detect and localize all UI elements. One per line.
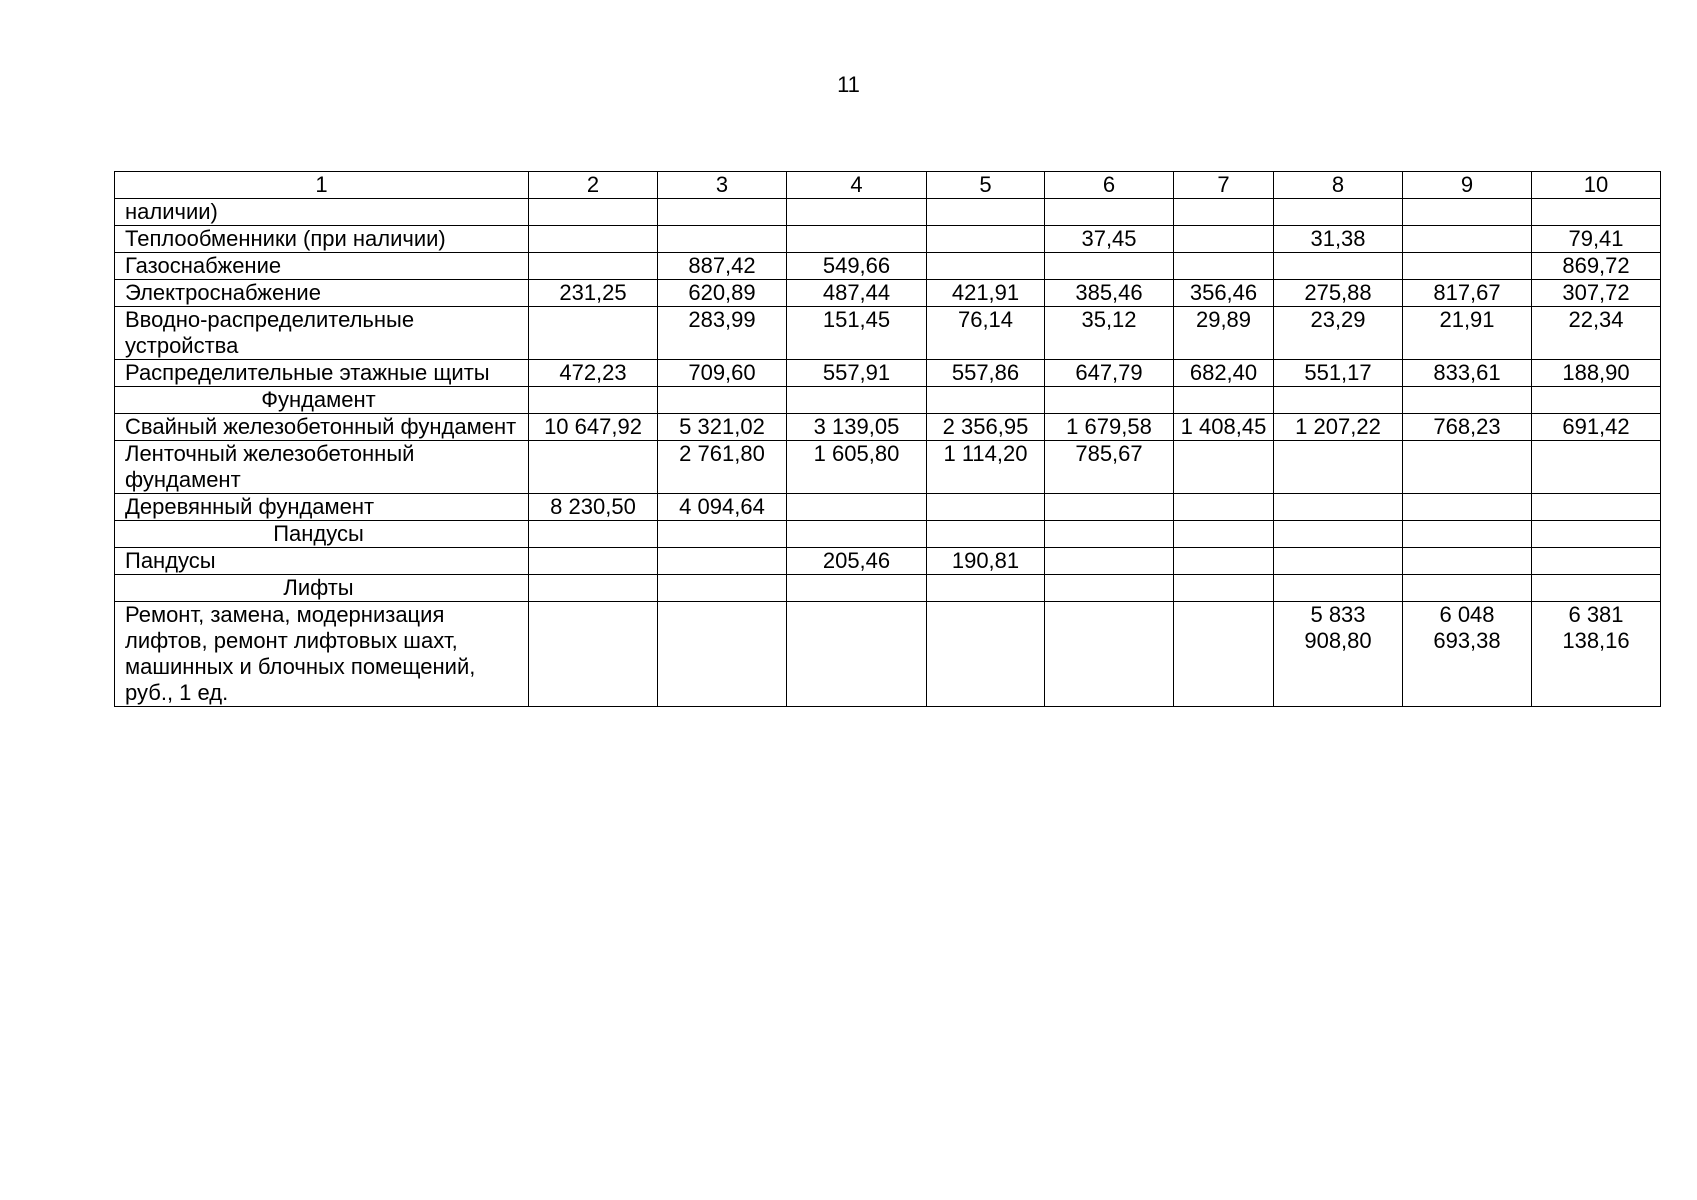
- value-cell: [529, 548, 658, 575]
- value-cell: 1 207,22: [1274, 414, 1403, 441]
- row-label: Вводно-распределительные устройства: [115, 307, 529, 360]
- value-cell: 709,60: [658, 360, 787, 387]
- value-cell: [927, 494, 1045, 521]
- row-label: Газоснабжение: [115, 253, 529, 280]
- value-cell: [1403, 575, 1532, 602]
- section-title: Фундамент: [115, 387, 529, 414]
- value-cell: [658, 199, 787, 226]
- value-cell: 79,41: [1532, 226, 1661, 253]
- value-cell: [1274, 521, 1403, 548]
- value-cell: [1274, 441, 1403, 494]
- value-cell: [529, 441, 658, 494]
- section-title: Лифты: [115, 575, 529, 602]
- value-cell: [658, 387, 787, 414]
- value-cell: 1 679,58: [1045, 414, 1174, 441]
- value-cell: 356,46: [1174, 280, 1274, 307]
- value-cell: 682,40: [1174, 360, 1274, 387]
- value-cell: [1045, 548, 1174, 575]
- value-cell: 1 408,45: [1174, 414, 1274, 441]
- value-cell: [1045, 199, 1174, 226]
- value-cell: 6 381 138,16: [1532, 602, 1661, 707]
- table-body: [115, 172, 1661, 707]
- value-cell: [1532, 387, 1661, 414]
- value-cell: [658, 521, 787, 548]
- value-cell: 549,66: [787, 253, 927, 280]
- value-cell: 188,90: [1532, 360, 1661, 387]
- section-row: [115, 575, 1661, 602]
- value-cell: [1532, 521, 1661, 548]
- value-cell: [1174, 199, 1274, 226]
- header-cell: 9: [1403, 172, 1532, 199]
- value-cell: [1274, 199, 1403, 226]
- value-cell: [927, 387, 1045, 414]
- value-cell: 283,99: [658, 307, 787, 360]
- value-cell: [787, 199, 927, 226]
- value-cell: [927, 226, 1045, 253]
- value-cell: 2 761,80: [658, 441, 787, 494]
- value-cell: 691,42: [1532, 414, 1661, 441]
- row-label: Распределительные этажные щиты: [115, 360, 529, 387]
- value-cell: [1174, 387, 1274, 414]
- value-cell: [1274, 387, 1403, 414]
- value-cell: 22,34: [1532, 307, 1661, 360]
- value-cell: 487,44: [787, 280, 927, 307]
- value-cell: [529, 226, 658, 253]
- value-cell: 557,86: [927, 360, 1045, 387]
- value-cell: [787, 575, 927, 602]
- value-cell: [658, 226, 787, 253]
- value-cell: [1174, 441, 1274, 494]
- table-row: [115, 548, 1661, 575]
- table-row: [115, 414, 1661, 441]
- value-cell: [658, 548, 787, 575]
- value-cell: [1532, 494, 1661, 521]
- value-cell: 23,29: [1274, 307, 1403, 360]
- value-cell: 76,14: [927, 307, 1045, 360]
- value-cell: [787, 494, 927, 521]
- value-cell: [529, 602, 658, 707]
- value-cell: [927, 575, 1045, 602]
- value-cell: [1045, 602, 1174, 707]
- value-cell: [1532, 548, 1661, 575]
- value-cell: 833,61: [1403, 360, 1532, 387]
- value-cell: 472,23: [529, 360, 658, 387]
- value-cell: [927, 521, 1045, 548]
- value-cell: [1045, 253, 1174, 280]
- value-cell: [1045, 387, 1174, 414]
- header-cell: 8: [1274, 172, 1403, 199]
- value-cell: [1174, 226, 1274, 253]
- value-cell: 557,91: [787, 360, 927, 387]
- row-label: Пандусы: [115, 548, 529, 575]
- value-cell: 3 139,05: [787, 414, 927, 441]
- value-cell: 307,72: [1532, 280, 1661, 307]
- table-row: [115, 602, 1661, 707]
- value-cell: 385,46: [1045, 280, 1174, 307]
- row-label: Деревянный фундамент: [115, 494, 529, 521]
- value-cell: [1045, 575, 1174, 602]
- table-row: [115, 199, 1661, 226]
- header-cell: 7: [1174, 172, 1274, 199]
- value-cell: [529, 521, 658, 548]
- value-cell: 21,91: [1403, 307, 1532, 360]
- value-cell: 785,67: [1045, 441, 1174, 494]
- value-cell: 869,72: [1532, 253, 1661, 280]
- header-row: [115, 172, 1661, 199]
- value-cell: [1174, 521, 1274, 548]
- value-cell: [529, 387, 658, 414]
- value-cell: 37,45: [1045, 226, 1174, 253]
- value-cell: 887,42: [658, 253, 787, 280]
- value-cell: [1045, 494, 1174, 521]
- value-cell: 151,45: [787, 307, 927, 360]
- value-cell: [1174, 253, 1274, 280]
- value-cell: 620,89: [658, 280, 787, 307]
- value-cell: [1045, 521, 1174, 548]
- value-cell: [1403, 548, 1532, 575]
- row-label: Теплообменники (при наличии): [115, 226, 529, 253]
- row-label: Свайный железобетонный фундамент: [115, 414, 529, 441]
- value-cell: [1532, 441, 1661, 494]
- header-cell: 10: [1532, 172, 1661, 199]
- value-cell: [1532, 199, 1661, 226]
- value-cell: 275,88: [1274, 280, 1403, 307]
- table-row: [115, 280, 1661, 307]
- value-cell: 1 114,20: [927, 441, 1045, 494]
- value-cell: [1274, 494, 1403, 521]
- value-cell: [1403, 253, 1532, 280]
- value-cell: [787, 226, 927, 253]
- value-cell: [1403, 441, 1532, 494]
- value-cell: [1532, 575, 1661, 602]
- value-cell: [1403, 226, 1532, 253]
- value-cell: [1174, 575, 1274, 602]
- value-cell: [1274, 575, 1403, 602]
- value-cell: 8 230,50: [529, 494, 658, 521]
- value-cell: 10 647,92: [529, 414, 658, 441]
- header-cell: 1: [115, 172, 529, 199]
- rates-table: [114, 171, 1661, 707]
- value-cell: [529, 575, 658, 602]
- value-cell: 4 094,64: [658, 494, 787, 521]
- table-row: [115, 360, 1661, 387]
- header-cell: 4: [787, 172, 927, 199]
- value-cell: 421,91: [927, 280, 1045, 307]
- value-cell: 29,89: [1174, 307, 1274, 360]
- value-cell: 31,38: [1274, 226, 1403, 253]
- value-cell: [529, 199, 658, 226]
- table-row: [115, 494, 1661, 521]
- row-label: наличии): [115, 199, 529, 226]
- value-cell: [529, 307, 658, 360]
- header-cell: 6: [1045, 172, 1174, 199]
- value-cell: 768,23: [1403, 414, 1532, 441]
- table-row: [115, 226, 1661, 253]
- value-cell: 551,17: [1274, 360, 1403, 387]
- header-cell: 3: [658, 172, 787, 199]
- row-label: Ремонт, замена, модернизация лифтов, ремонт лифтовых шахт, машинных и блочных помещений, руб., 1 ед.: [115, 602, 529, 707]
- table-row: [115, 253, 1661, 280]
- value-cell: 6 048 693,38: [1403, 602, 1532, 707]
- value-cell: [927, 602, 1045, 707]
- value-cell: [927, 199, 1045, 226]
- value-cell: 205,46: [787, 548, 927, 575]
- value-cell: [658, 575, 787, 602]
- table-row: [115, 441, 1661, 494]
- value-cell: 190,81: [927, 548, 1045, 575]
- value-cell: 5 321,02: [658, 414, 787, 441]
- value-cell: [658, 602, 787, 707]
- value-cell: 647,79: [1045, 360, 1174, 387]
- value-cell: [927, 253, 1045, 280]
- value-cell: 35,12: [1045, 307, 1174, 360]
- value-cell: 817,67: [1403, 280, 1532, 307]
- value-cell: [1174, 602, 1274, 707]
- value-cell: [1403, 521, 1532, 548]
- section-row: [115, 521, 1661, 548]
- value-cell: [1403, 494, 1532, 521]
- value-cell: 5 833 908,80: [1274, 602, 1403, 707]
- value-cell: [787, 521, 927, 548]
- section-title: Пандусы: [115, 521, 529, 548]
- value-cell: 231,25: [529, 280, 658, 307]
- page-number: 11: [837, 72, 860, 97]
- value-cell: [1274, 548, 1403, 575]
- table-row: [115, 307, 1661, 360]
- value-cell: [1174, 548, 1274, 575]
- value-cell: 1 605,80: [787, 441, 927, 494]
- row-label: Ленточный железобетонный фундамент: [115, 441, 529, 494]
- header-cell: 5: [927, 172, 1045, 199]
- value-cell: [529, 253, 658, 280]
- value-cell: [787, 602, 927, 707]
- value-cell: [1403, 387, 1532, 414]
- value-cell: 2 356,95: [927, 414, 1045, 441]
- value-cell: [1274, 253, 1403, 280]
- section-row: [115, 387, 1661, 414]
- value-cell: [1174, 494, 1274, 521]
- value-cell: [1403, 199, 1532, 226]
- value-cell: [787, 387, 927, 414]
- row-label: Электроснабжение: [115, 280, 529, 307]
- header-cell: 2: [529, 172, 658, 199]
